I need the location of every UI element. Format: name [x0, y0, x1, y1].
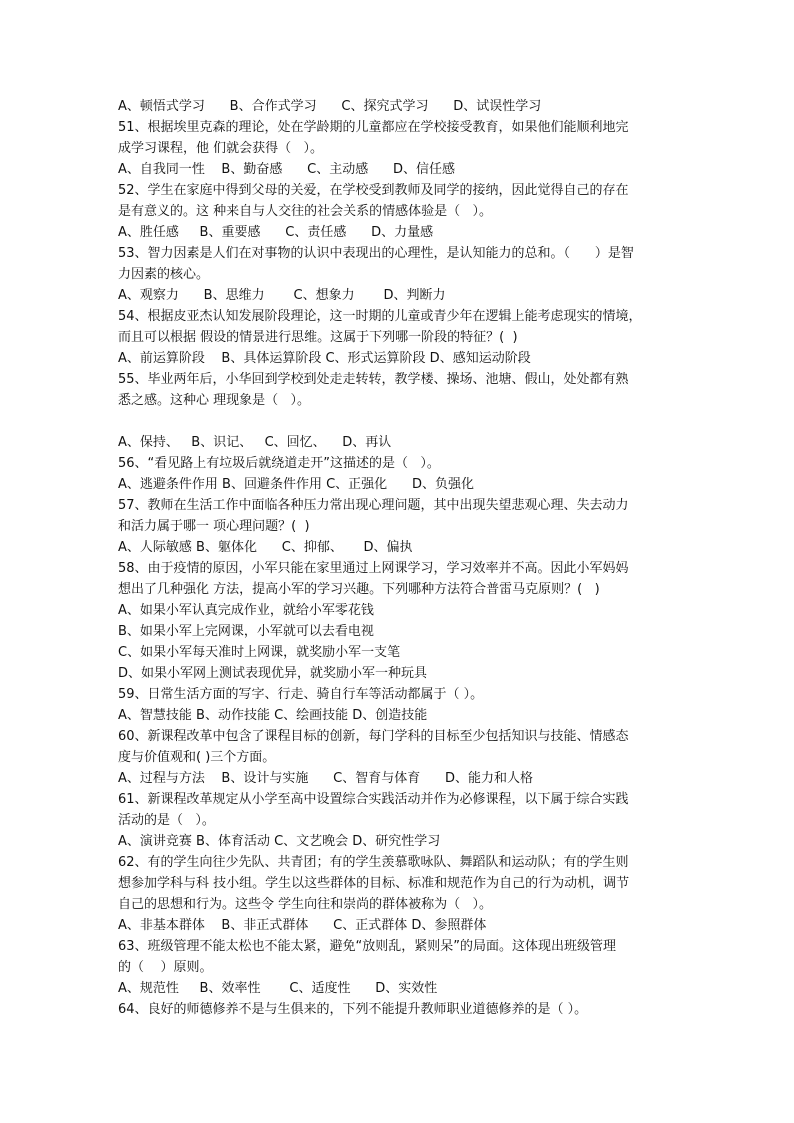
text-line: A、如果小军认真完成作业，就给小军零花钱 [118, 603, 374, 618]
text-line: 62、有的学生向往少先队、共青团；有的学生羡慕歌咏队、舞蹈队和运动队；有的学生则 [118, 855, 629, 870]
text-line: A、非基本群体 B、非正式群体 C、正式群体 D、参照群体 [118, 918, 487, 933]
text-line: 60、新课程改革中包含了课程目标的创新，每门学科的目标至少包括知识与技能、情感态 [118, 729, 629, 744]
text-line: 和活力属于哪一 项心理问题？( ) [118, 519, 310, 534]
text-line: 63、班级管理不能太松也不能太紧，避免“放则乱，紧则呆”的局面。这体现出班级管理 [118, 939, 617, 954]
text-line: A、前运算阶段 B、具体运算阶段 C、形式运算阶段 D、感知运动阶段 [118, 351, 531, 366]
text-line: 55、毕业两年后，小华回到学校到处走走转转，教学楼、操场、池塘、假山，处处都有熟 [118, 372, 629, 387]
text-line: 而且可以根据 假设的情景进行思维。这属于下列哪一阶段的特征？( ) [118, 330, 518, 345]
text-line: 54、根据皮亚杰认知发展阶段理论，这一时期的儿童或青少年在逻辑上能考虑现实的情境， [118, 309, 642, 324]
text-line: 51、根据埃里克森的理论，处在学龄期的儿童都应在学校接受教育，如果他们能顺利地完 [118, 120, 629, 135]
text-line: 52、学生在家庭中得到父母的关爱，在学校受到教师及同学的接纳，因此觉得自己的存在 [118, 183, 629, 198]
text-line: 想参加学科与科 技小组。学生以这些群体的目标、标准和规范作为自己的行为动机，调节 [118, 876, 630, 891]
text-line: 的（ ）原则。 [118, 960, 213, 975]
text-line: A、规范性 B、效率性 C、适度性 D、实效性 [118, 981, 438, 996]
question-text-block [118, 96, 678, 1020]
text-line: A、逃避条件作用 B、回避条件作用 C、正强化 D、负强化 [118, 477, 474, 492]
text-line: 58、由于疫情的原因，小军只能在家里通过上网课学习，学习效率并不高。因此小军妈妈 [118, 561, 629, 576]
text-line: 59、日常生活方面的写字、行走、骑自行车等活动都属于（ ）。 [118, 687, 484, 702]
text-line: A、人际敏感 B、躯体化 C、抑郁、 D、偏执 [118, 540, 413, 555]
text-line: 力因素的核心。 [118, 267, 210, 282]
text-line: A、智慧技能 B、动作技能 C、绘画技能 D、创造技能 [118, 708, 428, 723]
text-line: 活动的是（ ）。 [118, 813, 215, 828]
text-line: A、顿悟式学习 B、合作式学习 C、探究式学习 D、试误性学习 [118, 99, 542, 114]
text-line: 是有意义的。这 种来自与人交往的社会关系的情感体验是（ ）。 [118, 204, 493, 219]
text-line: 61、新课程改革规定从小学至高中设置综合实践活动并作为必修课程，以下属于综合实践 [118, 792, 629, 807]
text-line: 想出了几种强化 方法，提高小军的学习兴趣。下列哪种方法符合普雷马克原则？( ) [118, 582, 600, 597]
text-line: 悉之感。这种心 理现象是（ ）。 [118, 393, 311, 408]
text-line: B、如果小军上完网课，小军就可以去看电视 [118, 624, 374, 639]
text-line: 53、智力因素是人们在对事物的认识中表现出的心理性，是认知能力的总和。（ ）是智 [118, 246, 634, 261]
text-line: 64、良好的师德修养不是与生俱来的，下列不能提升教师职业道德修养的是（ ）。 [118, 1002, 588, 1017]
text-line: 成学习课程，他 们就会获得（ ）。 [118, 141, 324, 156]
text-line: 自己的思想和行为。这些令 学生向往和崇尚的群体被称为（ ）。 [118, 897, 493, 912]
text-line: A、观察力 B、思维力 C、想象力 D、判断力 [118, 288, 446, 303]
text-line: A、保持、 B、识记、 C、回忆、 D、再认 [118, 435, 392, 450]
blank-line [118, 411, 678, 432]
text-line: C、如果小军每天准时上网课，就奖励小军一支笔 [118, 645, 401, 660]
text-line: A、过程与方法 B、设计与实施 C、智育与体育 D、能力和人格 [118, 771, 534, 786]
text-line: 度与价值观和( )三个方面。 [118, 750, 276, 765]
text-line: 57、教师在生活工作中面临各种压力常出现心理问题，其中出现失望悲观心理、失去动力 [118, 498, 629, 513]
text-line: A、自我同一性 B、勤奋感 C、主动感 D、信任感 [118, 162, 456, 177]
text-line: A、演讲竞赛 B、体育活动 C、文艺晚会 D、研究性学习 [118, 834, 441, 849]
text-line: D、如果小军网上测试表现优异，就奖励小军一种玩具 [118, 666, 428, 681]
text-line: 56、“看见路上有垃圾后就绕道走开”这描述的是（ ）。 [118, 456, 440, 471]
text-line: A、胜任感 B、重要感 C、责任感 D、力量感 [118, 225, 434, 240]
